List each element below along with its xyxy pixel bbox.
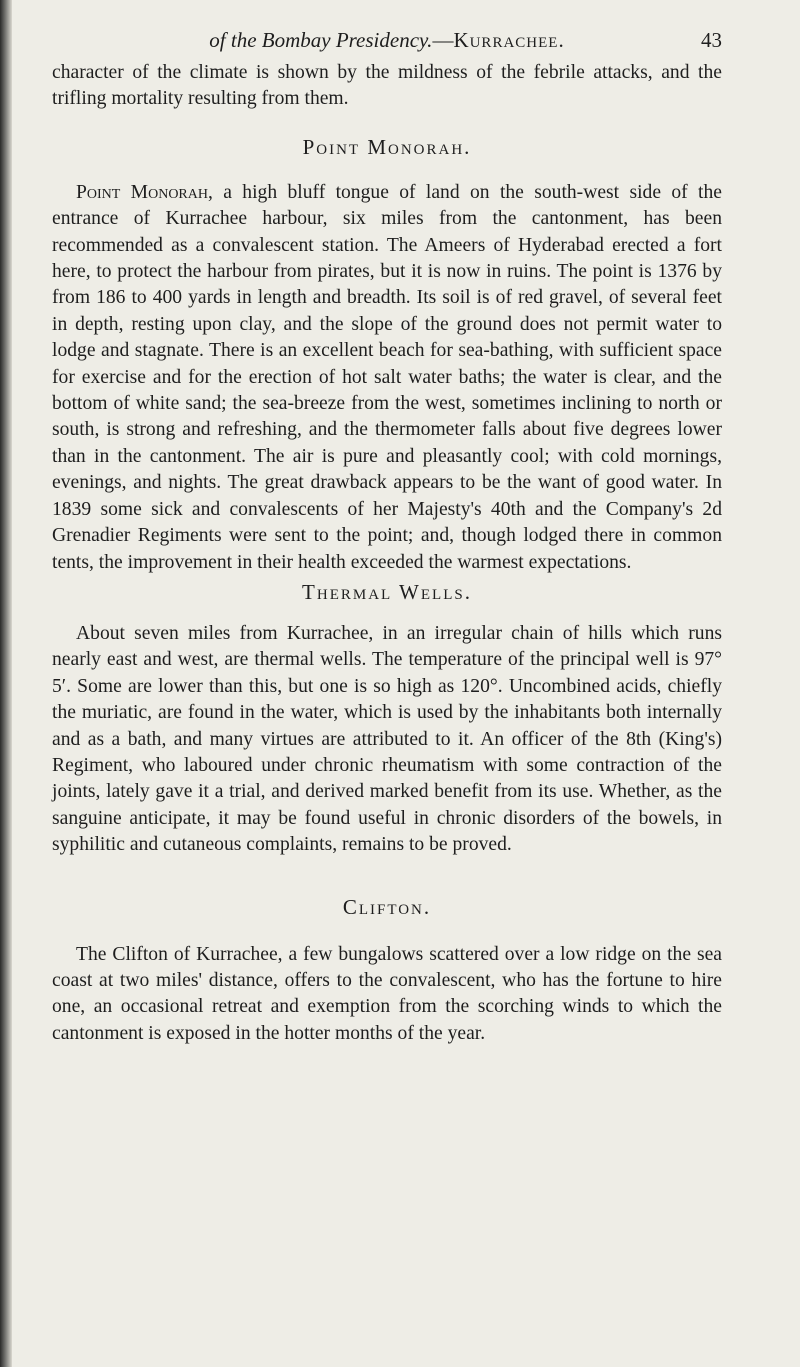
- heading-thermal-wells: Thermal Wells.: [302, 579, 472, 604]
- page-binding-edge: [0, 0, 12, 1367]
- paragraph-point-monorah: [52, 180, 722, 576]
- heading-point-monorah: Point Monorah.: [302, 134, 472, 159]
- running-place: Kurrachee.: [453, 28, 565, 52]
- paragraph-thermal-wells: About seven miles from Kurrachee, in an irregular chain of hills which runs nearly east and west, are thermal wells. The temperature of the principal well is 97° 5′. Some are lower than this, but one is so high as 120°. Uncombined acids, chiefly the muriatic, are found in the water, which is used by the inhabitants both internally and as a bath, and many virtues are attributed to it. An officer of the 8th (King's) Regiment, who laboured under chronic rheumatism with some contraction of the joints, lately gave it a trial, and derived marked benefit from its use. Whether, as the sanguine anticipate, it may be found useful in chronic disorders of the bowels, in syphilitic and cutaneous complaints, remains to be proved.: [52, 622, 722, 856]
- paragraph-clifton: The Clifton of Kurrachee, a few bungalows scattered over a low ridge on the sea coast at two miles' distance, offers to the convalescent, who has the fortune to hire one, an occasional retreat and exemption from the scorching winds to which the cantonment is exposed in the hotter months of the year.: [52, 943, 722, 1044]
- running-header: [52, 28, 722, 60]
- running-title: of the Bombay Presidency.: [209, 28, 433, 52]
- heading-clifton: Clifton.: [342, 894, 432, 919]
- paragraph-lead-words: Point Monorah,: [76, 181, 213, 203]
- paragraph-body: a high bluff tongue of land on the south-west side of the entrance of Kurrachee harbour, six miles from the cantonment, has been recommended as a convalescent station. The Ameers of Hyderabad erected a fort here, to protect the harbour from pirates, but it is now in ruins. The point is 1376 by from 186 to 400 yards in length and breadth. Its soil is of red gravel, of several feet in depth, resting upon clay, and the slope of the ground does not permit water to lodge and stagnate. There is an excellent beach for sea-bathing, with sufficient space for exercise and for the erection of hot salt water baths; the water is clear, and the bottom of white sand; the sea-breeze from the west, sometimes inclining to north or south, is strong and refreshing, and the thermometer falls about five degrees lower than in the cantonment. The air is pure and pleasantly cool; with cold mornings, evenings, and nights. The great drawback appears to be the want of good water. In 1839 some sick and convalescents of her Majesty's 40th and the Company's 2d Grenadier Regiments were sent to the point; and, though lodged there in common tents, the improvement in their health exceeded the warmest expectations.: [52, 181, 722, 573]
- page-content: [52, 28, 722, 1047]
- page-number: 43: [701, 28, 722, 52]
- paragraph-continued: character of the climate is shown by the mildness of the febrile attacks, and the trifling mortality resulting from them.: [52, 62, 722, 110]
- header-dash: —: [432, 28, 454, 52]
